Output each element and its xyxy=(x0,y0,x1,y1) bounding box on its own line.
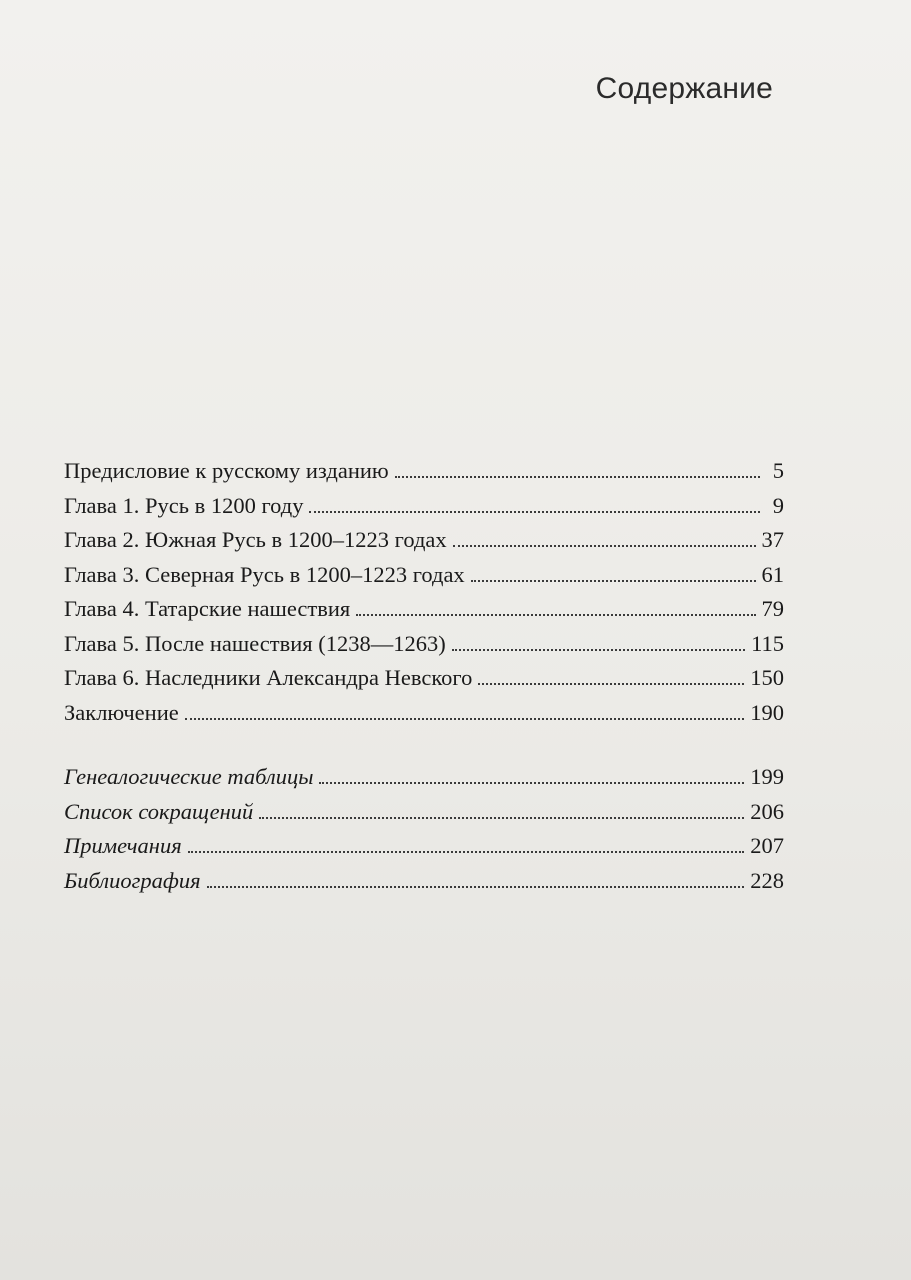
toc-entry-page: 79 xyxy=(761,596,784,621)
toc-entry-page: 150 xyxy=(750,665,784,690)
toc-entry-page: 206 xyxy=(750,798,784,824)
dot-leader xyxy=(471,579,756,582)
toc-entry xyxy=(64,562,784,597)
dot-leader xyxy=(185,717,745,720)
toc-entry-title: Библиография xyxy=(64,867,201,893)
toc-entry xyxy=(64,527,784,562)
toc-entry-title: Примечания xyxy=(64,833,182,858)
toc-entry xyxy=(64,833,784,868)
toc-entry-title: Список сокращений xyxy=(64,798,254,824)
toc-entry xyxy=(64,596,784,631)
toc-entry-page: 9 xyxy=(772,492,784,518)
dot-leader xyxy=(207,885,745,888)
table-of-contents xyxy=(64,458,784,902)
page-heading: Содержание xyxy=(595,72,773,105)
toc-entry xyxy=(64,799,784,834)
toc-entry-page: 207 xyxy=(750,833,784,858)
toc-entry-title: Глава 1. Русь в 1200 году xyxy=(64,492,304,518)
toc-entry xyxy=(64,458,784,493)
dot-leader xyxy=(259,816,744,819)
toc-entry xyxy=(64,631,784,666)
toc-entry xyxy=(64,700,784,735)
toc-entry-page: 228 xyxy=(750,867,784,893)
dot-leader xyxy=(188,850,745,853)
dot-leader xyxy=(478,682,744,685)
dot-leader xyxy=(453,544,756,547)
toc-entry-title: Глава 3. Северная Русь в 1200–1223 годах xyxy=(64,561,465,587)
dot-leader xyxy=(356,613,755,616)
dot-leader xyxy=(395,475,760,478)
toc-entry xyxy=(64,868,784,903)
dot-leader xyxy=(319,781,744,784)
toc-entry-title: Заключение xyxy=(64,699,179,725)
toc-main-section xyxy=(64,458,784,734)
dot-leader xyxy=(452,648,745,651)
toc-entry-page: 190 xyxy=(750,699,784,725)
toc-entry xyxy=(64,493,784,528)
toc-entry-page: 199 xyxy=(750,764,784,789)
toc-entry-page: 115 xyxy=(751,630,784,656)
toc-entry-title: Глава 5. После нашествия (1238—1263) xyxy=(64,630,446,656)
toc-entry-page: 61 xyxy=(761,561,784,587)
toc-entry-title: Генеалогические таблицы xyxy=(64,764,314,789)
toc-entry xyxy=(64,665,784,700)
dot-leader xyxy=(309,510,760,513)
toc-entry-title: Предисловие к русскому изданию xyxy=(64,458,389,483)
toc-entry-title: Глава 6. Наследники Александра Невского xyxy=(64,665,473,690)
toc-entry-page: 5 xyxy=(772,458,784,483)
toc-entry-page: 37 xyxy=(761,527,784,552)
toc-appendix-section xyxy=(64,764,784,902)
toc-entry-title: Глава 4. Татарские нашествия xyxy=(64,596,351,621)
toc-entry-title: Глава 2. Южная Русь в 1200–1223 годах xyxy=(64,527,447,552)
toc-entry xyxy=(64,764,784,799)
